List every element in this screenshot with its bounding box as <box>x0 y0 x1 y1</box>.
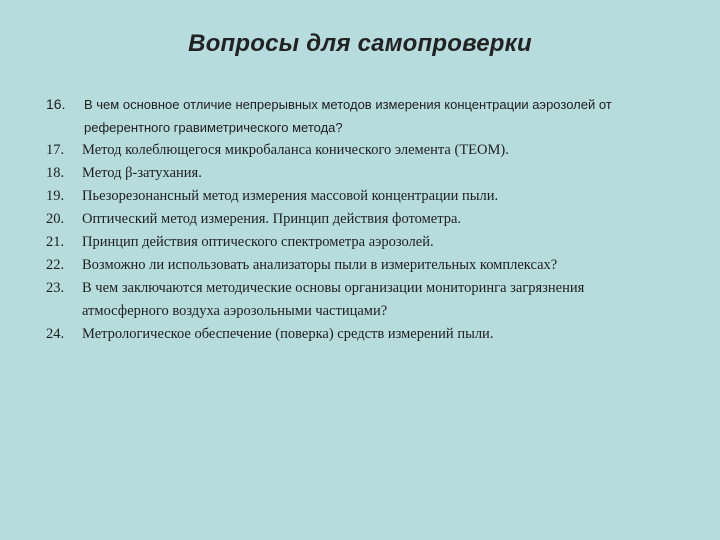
question-text: Метод β-затухания. <box>82 165 202 181</box>
list-item <box>46 231 666 254</box>
question-number: 24. <box>46 326 65 342</box>
list-item <box>46 162 666 185</box>
question-number: 22. <box>46 257 65 273</box>
question-number: 20. <box>46 211 65 227</box>
slide-title: Вопросы для самопроверки <box>188 30 532 57</box>
question-text: Оптический метод измерения. Принцип действия фотометра. <box>82 211 462 227</box>
question-text: В чем заключаются методические основы организации мониторинга загрязнения атмосферного воздуха аэрозольными частицами? <box>82 280 585 319</box>
question-list <box>46 93 666 346</box>
question-text: В чем основное отличие непрерывных методов измерения концентрации аэрозолей от референтного гравиметрического метода? <box>84 97 612 135</box>
question-number: 21. <box>46 234 65 250</box>
question-text: Метод колеблющегося микробаланса конического элемента (TEOM). <box>82 142 509 158</box>
list-item <box>46 254 666 277</box>
question-text: Метрологическое обеспечение (поверка) средств измерений пыли. <box>82 326 494 342</box>
question-number: 23. <box>46 280 65 296</box>
list-item <box>46 277 666 323</box>
list-item <box>46 185 666 208</box>
list-item <box>46 208 666 231</box>
list-item <box>46 139 666 162</box>
question-text: Принцип действия оптического спектрометра аэрозолей. <box>82 234 434 250</box>
list-item <box>46 93 666 139</box>
question-number: 19. <box>46 188 65 204</box>
question-text: Возможно ли использовать анализаторы пыли в измерительных комплексах? <box>82 257 558 273</box>
list-item <box>46 323 666 346</box>
question-number: 17. <box>46 142 65 158</box>
question-number: 18. <box>46 165 65 181</box>
question-number: 16. <box>46 96 66 112</box>
question-text: Пьезорезонансный метод измерения массовой концентрации пыли. <box>82 188 499 204</box>
